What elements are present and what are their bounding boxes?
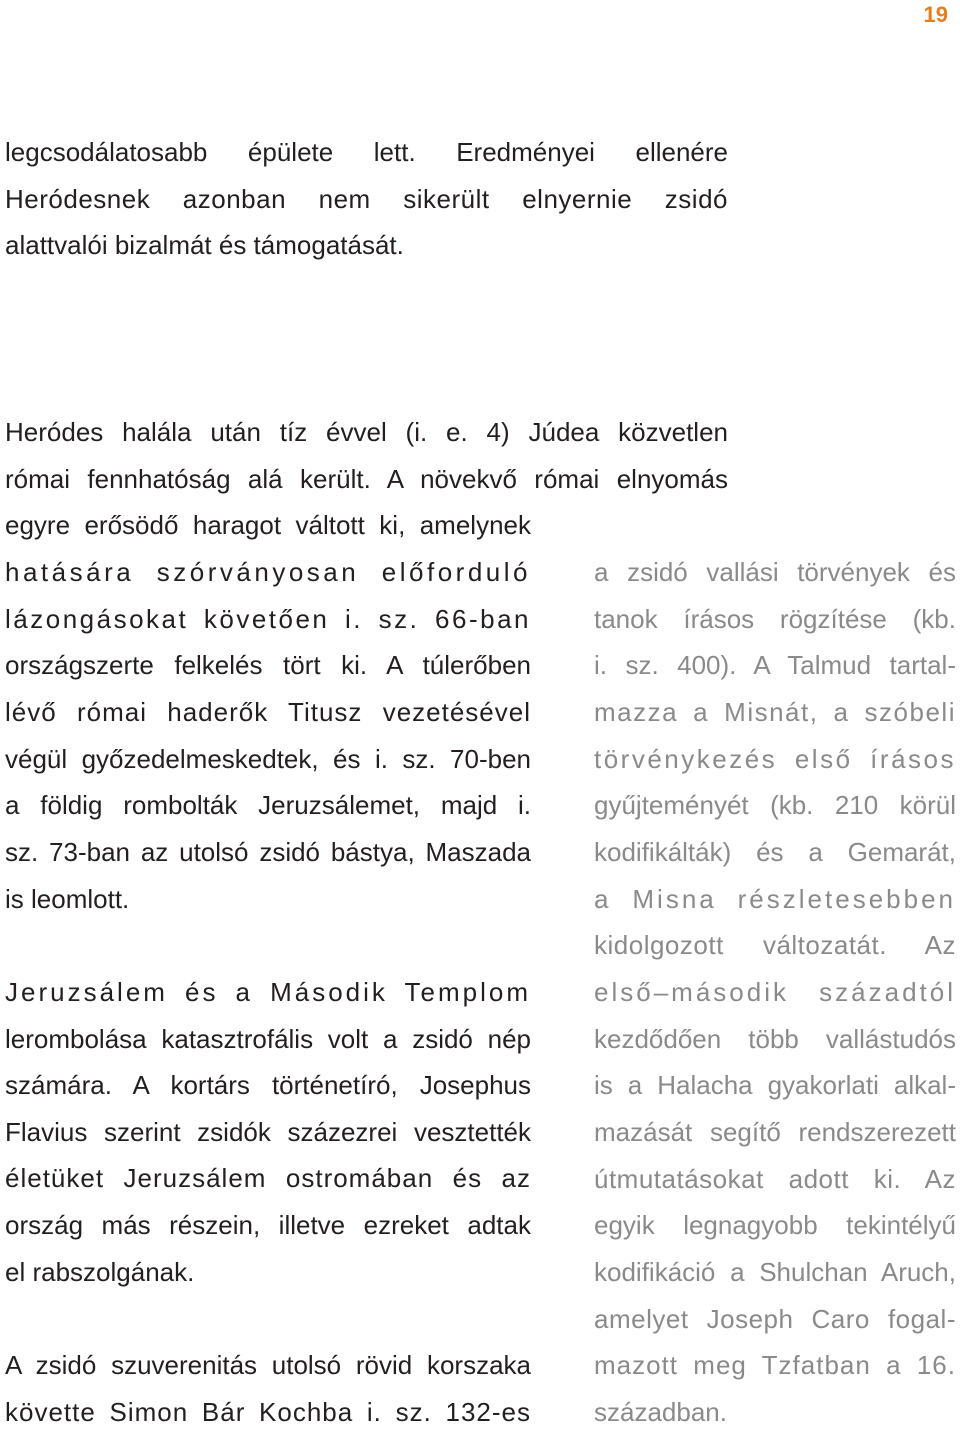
sidebar-text-line: kodifikálták) és a Gemarát, — [594, 836, 956, 867]
sidebar-text-line: században. — [594, 1396, 727, 1427]
body-text-line: lerombolása katasztrofális volt a zsidó nép — [5, 1023, 531, 1054]
body-text-line: országszerte felkelés tört ki. A túlerőben — [5, 650, 531, 681]
body-text-line: el rabszolgának. — [5, 1256, 195, 1287]
sidebar-text-line: első–második századtól — [594, 976, 956, 1007]
sidebar-text-line: kidolgozott változatát. Az — [594, 930, 956, 961]
sidebar-text-line: egyik legnagyobb tekintélyű — [594, 1210, 956, 1241]
body-text-line: legcsodálatosabb épülete lett. Eredményei ellenére — [5, 137, 728, 167]
sidebar-text-line: mazott meg Tzfatban a 16. — [594, 1350, 956, 1381]
body-text-line: lázongásokat követően i. sz. 66-ban — [5, 603, 531, 634]
body-text-line: követte Simon Bár Kochba i. sz. 132-es — [5, 1396, 531, 1427]
body-text-line: egyre erősödő haragot váltott ki, amelynek — [5, 510, 531, 541]
sidebar-text-line: tanok írásos rögzítése (kb. — [594, 603, 956, 634]
body-text-line: számára. A kortárs történetíró, Josephus — [5, 1070, 531, 1101]
body-text-line: is leomlott. — [5, 883, 130, 914]
body-text-line: Jeruzsálem és a Második Templom — [5, 976, 531, 1007]
sidebar-note — [594, 555, 956, 1429]
body-text-line: végül győzedelmeskedtek, és i. sz. 70-ben — [5, 743, 531, 774]
sidebar-text-line: útmutatásokat adott ki. Az — [594, 1163, 956, 1194]
body-text-line: sz. 73-ban az utolsó zsidó bástya, Maszada — [5, 836, 531, 867]
sidebar-text-line: törvénykezés első írásos — [594, 743, 956, 774]
body-text-line: a földig rombolták Jeruzsálemet, majd i. — [5, 790, 531, 821]
body-text-line: alattvalói bizalmát és támogatását. — [5, 230, 404, 261]
body-text-line: hatására szórványosan előforduló — [5, 556, 531, 587]
body-text-line: életüket Jeruzsálem ostromában és az — [5, 1163, 531, 1194]
body-text-line: Heródes halála után tíz évvel (i. e. 4) Júdea közvetlen — [5, 416, 728, 447]
sidebar-text-line: mazását segítő rendszerezett — [594, 1116, 956, 1147]
body-text-line: Heródesnek azonban nem sikerült elnyernie zsidó — [5, 183, 728, 214]
sidebar-text-line: mazza a Misnát, a szóbeli — [594, 696, 956, 727]
body-text-line: római fennhatóság alá került. A növekvő római elnyomás — [5, 463, 728, 494]
sidebar-text-line: kezdődően több vallástudós — [594, 1023, 956, 1054]
body-paragraph — [5, 135, 728, 262]
body-text-line: ország más részein, illetve ezreket adtak — [5, 1210, 531, 1241]
sidebar-text-line: amelyet Joseph Caro fogal- — [594, 1303, 956, 1334]
body-text-line: A zsidó szuverenitás utolsó rövid korszaka — [5, 1350, 531, 1381]
sidebar-text-line: gyűjteményét (kb. 210 körül — [594, 790, 956, 821]
sidebar-text-line: is a Halacha gyakorlati alkal- — [594, 1070, 956, 1101]
body-text-line: lévő római haderők Titusz vezetésével — [5, 696, 531, 727]
sidebar-text-line: a Misna részletesebben — [594, 883, 956, 914]
sidebar-text-line: a zsidó vallási törvények és — [594, 557, 956, 587]
sidebar-text-line: kodifikáció a Shulchan Aruch, — [594, 1256, 956, 1287]
page-number: 19 — [923, 2, 948, 27]
body-text-line: Flavius szerint zsidók százezrei vesztették — [5, 1116, 531, 1147]
sidebar-text-line: i. sz. 400). A Talmud tartal- — [594, 650, 956, 681]
